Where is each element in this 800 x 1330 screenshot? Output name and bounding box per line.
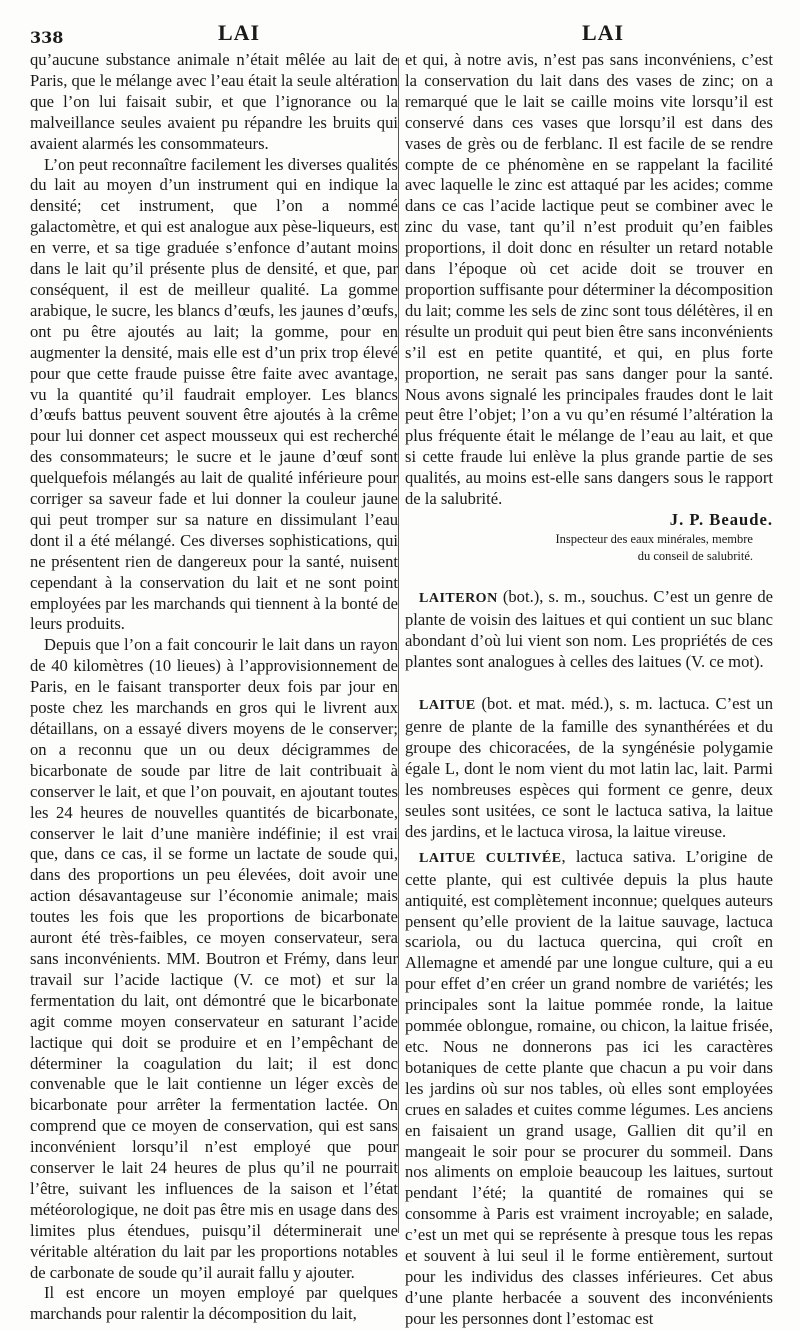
paragraph-continuation: qu’aucune substance animale n’était mêlée au lait de Paris, que le mélange avec l’eau était la seule altération que l’on lui faisait subir, et que l’ignorance ou la malveillance seules avaient pu répandre les bruits qui avaient alarmés les consommateurs. [30,50,398,153]
paragraph-galactometre: L’on peut reconnaître facilement les diverses qualités du lait au moyen d’un instrument qui en indique la densité; cet instrument, que l’on a nommé galactomètre, et qui est analogue aux pèse-liqueurs, est en verre, et sa tige graduée s’enfonce d’autant moins dans le lait qu’il présente plus de densité, et que, par conséquent, il est de meilleur qualité. La gomme arabique, le sucre, les blancs d’œufs, les jaunes d’œufs, ont pu être ajoutés au lait; la gomme, pour en augmenter la densité, mais elle est d’un prix trop élevé pour que cette fraude puisse être faite avec avantage, vu la quantité qu’il faudrait employer. Les blancs d’œufs battus peuvent souvent être ajoutés à la crême pour lui donner cet aspect mousseux qui est recherché des consommateurs; le sucre et le jaune d’œuf sont quelquefois mélangés au lait de qualité inférieure pour corriger sa saveur fade et lui donner la couleur jaune qui peut tromper sur sa nature en dissimulant l’eau dont il a été mélangé. Ces diverses sophistications, qui ne présentent rien de dangereux pour la santé, nuisent cependant à la conservation du lait et ne sont point employées par les marchands qui tiennent à la bonté de leurs produits. [30,154,398,634]
entry-laitue-cultivee [405,847,773,1330]
signature-line [405,510,773,531]
author-affiliation-1: Inspecteur des eaux minérales, membre [555,531,753,546]
paragraph-bicarbonate: Depuis que l’on a fait concourir le lait dans un rayon de 40 kilomètres (10 lieues) à l’approvisionnement de Paris, en le faisant transporter deux fois par jour en poste chez les marchands en gros qui le livrent aux détaillans, on a essayé divers moyens de le conserver; on a reconnu que un ou deux décigrammes de bicarbonate de soude par litre de lait contribuait à conserver le lait, et que l’on pouvait, en ajoutant toutes les 24 heures de nouvelles quantités de bicarbonate, conserver le lait d’une manière indéfinie; il est vrai que, dans ce cas, il se forme un lactate de soude qui, dans des proportions un peu élevées, doit avoir une action désavantageuse sur l’économie animale; mais toutes les fois que les proportions de bicarbonate auront été très-faibles, ce moyen conservateur, sera sans inconvénients. MM. Boutron et Frémy, dans leur travail sur l’acide lactique (V. ce mot) et sur la fermentation du lait, ont démontré que le bicarbonate agit comme moyen conservateur en saturant l’acide lactique qui doit se produire et en l’empêchant de déterminer la coagulation du lait; il est donc convenable que le lait contienne un léger excès de bicarbonate pour arrêter la fermentation lactée. On comprend que ce moyen de conservation, qui est sans inconvénient lorsqu’il n’est employé que pour conserver le lait 24 heures de plus qu’il ne pourrait l’être, suivant les influences de la saison et l’état météorologique, ne doit pas être mis en usage dans des limites plus étendues, puisqu’il déterminerait une véritable altération du lait par les proportions notables de carbonate de soude qu’il aurait fallu y ajouter. [30,635,398,1282]
paragraph-zinc-intro: Il est encore un moyen employé par quelques marchands pour ralentir la décomposition du lait, [30,1283,398,1324]
column-divider [398,58,399,1233]
left-column [30,50,398,1325]
paragraph-zinc: et qui, à notre avis, n’est pas sans inconvéniens, c’est la conservation du lait dans des vases de zinc; on a remarqué que le lait se caille moins vite lorsqu’il est conservé dans ces vases que lorsqu’il est dans des vases de grès ou de ferblanc. Il est facile de se rendre compte de ce phénomène en se rappelant la facilité avec laquelle le zinc est attaqué par les acides; comme dans ce cas l’acide lactique peut se combiner avec le zinc du vase, tant qu’il n’est produit qu’en faibles proportions, il doit donc en résulter un retard notable dans l’époque où cet acide doit se trouver en proportion suffisante pour déterminer la décomposition du lait; comme les sels de zinc sont tous délétères, il en résulte un produit qui peut bien être sans inconvénients s’il est en petite quantité, et qui, en plus forte proportion, ne serait pas sans danger pour la santé. Nous avons signalé les principales fraudes dont le lait peut être l’objet; l’on a vu qu’en résumé l’altération la plus fréquente était le mélange de l’eau au lait, et que si cette fraude lui enlève la plus grande partie de ses qualités, au moins est-elle sans dangers sous le rapport de la salubrité. [405,50,773,509]
right-column [405,50,773,1330]
page-header [0,18,800,50]
entry-body-laiteron: (bot.), s. m., souchus. C’est un genre de plante de voisin des laitues et qui contient un suc blanc abondant d’où lui vient son nom. Les propriétés de ces plantes sont analogues à celles des laitues (V. ce mot). [405,586,773,671]
entry-laiteron [405,587,773,673]
author-signature: J. P. Beaude. [669,509,773,529]
entry-body-laitue: (bot. et mat. méd.), s. m. lactuca. C’est un genre de plante de la famille des synanthérées et du groupe des chicoracées, de la syngénésie polygamie égale L, dont le nom vient du mot latin lac, lait. Parmi les nombreuses espèces qui forment ce genre, deux seules sont usitées, ce sont le lactuca sativa, la laitue des jardins, et le lactuca virosa, la laitue vireuse. [405,694,773,841]
entry-laitue [405,694,773,842]
author-affiliation-2: du conseil de salubrité. [637,548,753,563]
page-number: 338 [30,28,64,47]
running-head-left: LAI [218,20,261,45]
entry-headword-laiteron: LAITERON [419,590,498,606]
entry-headword-laitue-cultivee: LAITUE CULTIVÉE [419,850,562,866]
running-head-right: LAI [582,20,625,45]
entry-body-laitue-cultivee: , lactuca sativa. L’origine de cette plante, qui est cultivée depuis la plus haute antiquité, est complètement inconnue; quelques auteurs pensent qu’elle provient de la laitue sauvage, lactuca scariola, ou du lactuca quercina, qui croît en Allemagne et amendé par une longue culture, qui a eu pour effet d’en créer un grand nombre de variétés; les principales sont la laitue pommée ronde, la laitue pommée oblongue, romaine, ou chicon, la laitue frisée, etc. Nous ne donnerons pas ici les caractères botaniques de cette plante que chacun a pu voir dans les jardins où sur nos tables, où elles sont employées crues en salades et cuites comme légumes. Les anciens en faisaient un grand usage, Gallien dit qu’il en mangeait le soir pour se procurer du sommeil. Dans nos aliments on emploie beaucoup les laitues, surtout pendant l’été; la quantité de romaines qui se consomme à Paris est vraiment incroyable; en salade, c’est un met qui se représente à presque tous les repas et souvent à lui seul il le forme entièrement, surtout pour les individus des classes inférieures. Cet abus d’une plante herbacée a souvent des inconvénients pour les personnes dont l’estomac est [405,846,773,1328]
entry-headword-laitue: LAITUE [419,698,476,714]
